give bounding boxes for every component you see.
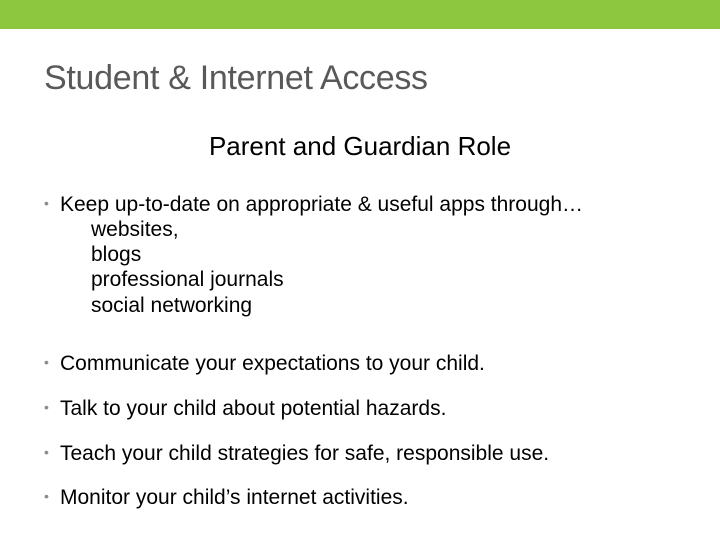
bullet-dot-icon: • bbox=[44, 195, 49, 211]
bullet-dot-icon: • bbox=[44, 354, 49, 370]
sub-item: websites, bbox=[91, 218, 179, 241]
bullet-dot-icon: • bbox=[44, 399, 49, 415]
sub-item: blogs bbox=[91, 243, 142, 266]
bullet-item bbox=[44, 194, 583, 215]
sub-item: social networking bbox=[91, 294, 253, 317]
bullet-item bbox=[44, 353, 485, 374]
bullet-dot-icon: • bbox=[44, 488, 49, 504]
bullet-item bbox=[44, 398, 446, 419]
top-accent-bar bbox=[0, 0, 720, 29]
bullet-item bbox=[44, 443, 549, 464]
slide-subtitle: Parent and Guardian Role bbox=[208, 131, 512, 161]
bullet-text: Teach your child strategies for safe, responsible use. bbox=[60, 442, 550, 465]
bullet-dot-icon: • bbox=[44, 444, 49, 460]
sub-item: professional journals bbox=[91, 268, 284, 291]
bullet-text: Talk to your child about potential hazards. bbox=[60, 397, 447, 420]
bullet-text: Keep up-to-date on appropriate & useful apps through… bbox=[60, 193, 584, 216]
bullet-text: Communicate your expectations to your child. bbox=[60, 352, 485, 375]
bullet-text: Monitor your child’s internet activities. bbox=[60, 486, 409, 509]
slide-title: Student & Internet Access bbox=[44, 59, 428, 97]
bullet-item bbox=[44, 487, 409, 508]
